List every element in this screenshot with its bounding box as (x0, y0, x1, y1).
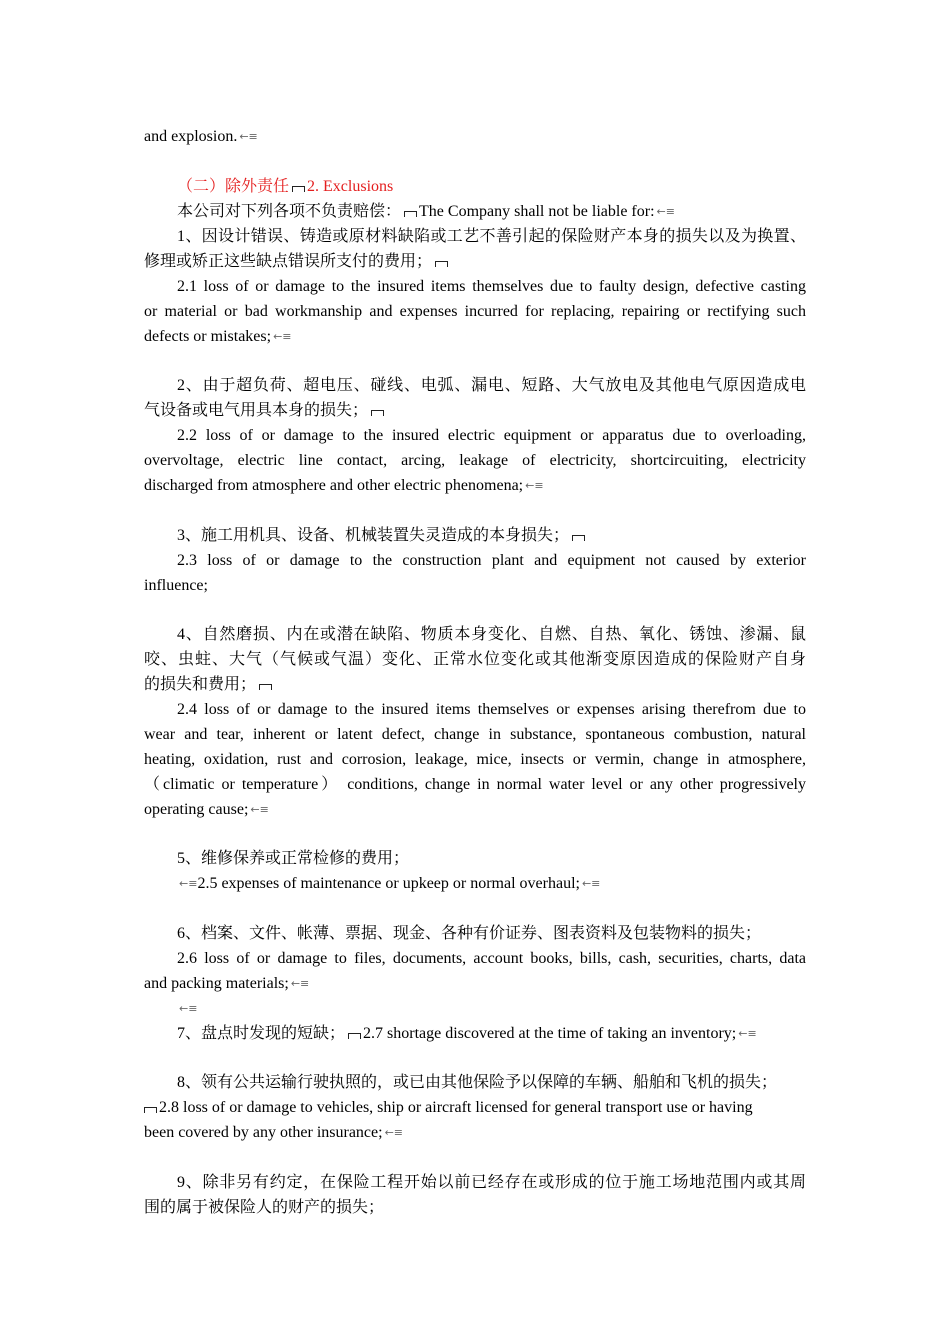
text-line: 8、领有公共运输行驶执照的，或已由其他保险予以保障的车辆、船舶和飞机的损失； (177, 1074, 778, 1091)
text-line: operating cause; ←≡ (144, 797, 806, 822)
text-line: 2.8 loss of or damage to vehicles, ship or aircraft licensed for general transport use or having (144, 1095, 806, 1120)
text-line: 9、除非另有约定，在保险工程开始以前已经存在或形成的位于施工场地范围内或其周 (177, 1174, 806, 1191)
line-break-mark (371, 410, 384, 416)
line-break-mark (572, 535, 585, 541)
paragraph-mark: ←≡ (273, 330, 292, 343)
text-line: heating, oxidation, rust and corrosion, leakage, mice, insects or vermin, change in atmosphere, (144, 751, 806, 768)
text-line: ←≡2.5 expenses of maintenance or upkeep or normal overhaul; ←≡ (177, 871, 806, 896)
paragraph-mark: ←≡ (250, 803, 269, 816)
text-line: 3、施工用机具、设备、机械装置失灵造成的本身损失； (177, 523, 806, 548)
text-line: 2、由于超负荷、超电压、碰线、电弧、漏电、短路、大气放电及其他电气原因造成电 (177, 377, 806, 394)
text-line: 5、维修保养或正常检修的费用； (177, 850, 410, 867)
paragraph-mark: ←≡ (179, 1002, 198, 1015)
paragraph-mark: ←≡ (290, 977, 310, 990)
text-line: defects or mistakes; ←≡ (144, 324, 806, 349)
text-line: or material or bad workmanship and expenses incurred for replacing, repairing or rectifying such (144, 303, 806, 320)
text-line: and explosion. ←≡ (144, 124, 806, 149)
text-line: （climatic or temperature） conditions, change in normal water level or any other progressively (144, 776, 806, 793)
text-line: 4、自然磨损、内在或潜在缺陷、物质本身变化、自燃、自热、氧化、锈蚀、渗漏、鼠 (177, 626, 806, 643)
text-line: 1、因设计错误、铸造或原材料缺陷或工艺不善引起的保险财产本身的损失以及为换置、 (177, 228, 806, 245)
line-break-mark (292, 186, 305, 192)
paragraph-mark: ←≡ (581, 877, 601, 890)
line-break-mark (144, 1107, 157, 1113)
text-line: 的损失和费用； (144, 672, 806, 697)
paragraph-mark: ←≡ (384, 1126, 403, 1139)
text-line: 2.6 loss of or damage to files, documents, account books, bills, cash, securities, charts, data (177, 950, 806, 967)
paragraph-mark: ←≡ (239, 130, 258, 143)
text-line: 气设备或电气用具本身的损失； (144, 398, 806, 423)
text-line: 2.4 loss of or damage to the insured items themselves or expenses arising therefrom due to (177, 701, 806, 718)
text-line: discharged from atmosphere and other electric phenomena; ←≡ (144, 473, 806, 498)
text-line: 2.1 loss of or damage to the insured items themselves due to faulty design, defective casting (177, 278, 806, 295)
text-line: 2.3 loss of or damage to the construction plant and equipment not caused by exterior (177, 552, 806, 569)
paragraph-mark: ←≡ (179, 877, 198, 890)
text-line: 修理或矫正这些缺点错误所支付的费用； (144, 249, 806, 274)
text-line: and packing materials; ←≡ (144, 971, 806, 996)
text-line: 咬、虫蛀、大气（气候或气温）变化、正常水位变化或其他渐变原因造成的保险财产自身 (144, 651, 806, 668)
paragraph-mark: ←≡ (738, 1027, 757, 1040)
text-line: influence; (144, 577, 208, 594)
text-line: 6、档案、文件、帐薄、票据、现金、各种有价证券、图表资料及包装物料的损失； (177, 925, 762, 942)
text-line: overvoltage, electric line contact, arcing, leakage of electricity, shortcircuiting, electricity (144, 452, 806, 469)
line-break-mark (259, 684, 272, 690)
line-break-mark (435, 261, 448, 267)
paragraph-mark: ←≡ (525, 479, 544, 492)
line-break-mark (348, 1033, 361, 1039)
intro-line: 本公司对下列各项不负责赔偿： The Company shall not be liable for: ←≡ (177, 199, 806, 224)
text-line: 7、盘点时发现的短缺； 2.7 shortage discovered at the time of taking an inventory; ←≡ (177, 1021, 806, 1046)
paragraph-mark: ←≡ (656, 205, 675, 218)
line-break-mark (404, 211, 417, 217)
text-line: been covered by any other insurance; ←≡ (144, 1120, 806, 1145)
text-line: 2.2 loss of or damage to the insured electric equipment or apparatus due to overloading, (177, 427, 806, 444)
empty-line (177, 996, 806, 1021)
text-line: wear and tear, inherent or latent defect, change in substance, spontaneous combustion, natural (144, 726, 806, 743)
section-heading: （二）除外责任 2. Exclusions (177, 178, 394, 195)
text-line: 围的属于被保险人的财产的损失； (144, 1199, 385, 1216)
